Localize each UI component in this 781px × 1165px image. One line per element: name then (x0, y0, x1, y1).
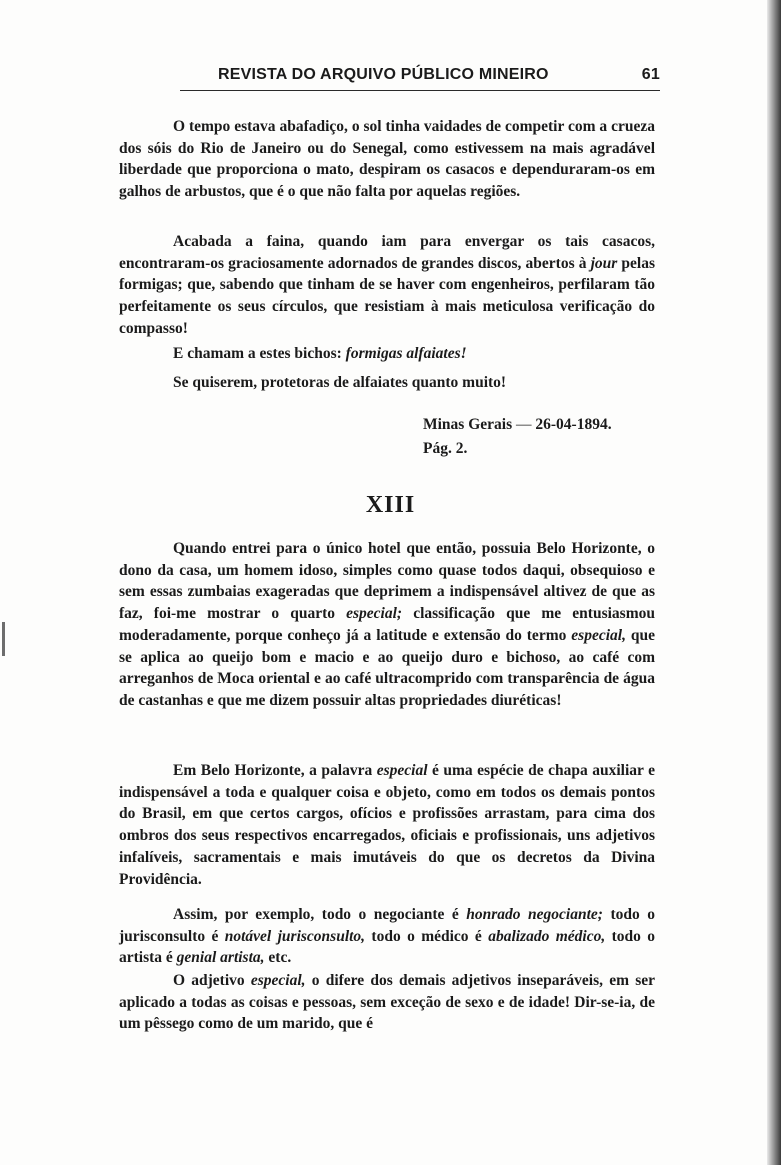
italic-term: especial (376, 762, 428, 779)
header-rule (180, 90, 660, 91)
paragraph-text: pelas formigas; que, sabendo que tinham de se haver com engenheiros, perfilaram tão perfeitamente os seus círculos, que resistiam à mais meticulosa verificação do compasso! (119, 254, 655, 337)
paragraph-text: Quando entrei para o único hotel que então, possuia Belo Horizonte, o dono da casa, um homem idoso, simples como quase todos daqui, obsequioso e sem essas zumbaias exageradas que deprimem a indispensável altivez de que as faz, foi-me mostrar o quarto (119, 540, 655, 623)
paragraph-text: Acabada a faina, quando iam para envergar os tais casacos, encontraram-os graciosamente adornados de grandes discos, abertos à (119, 233, 655, 272)
paragraph-text: Se quiserem, protetoras de alfaiates quanto muito! (173, 374, 507, 391)
italic-term: jour (590, 254, 618, 272)
paragraph-7 (119, 904, 655, 969)
dateline-page: Pág. 2. (423, 440, 468, 457)
paragraph-8 (119, 970, 655, 1035)
section-heading: XIII (365, 492, 416, 518)
paragraph-2 (119, 231, 655, 340)
paragraph-1 (119, 116, 655, 203)
paragraph-text: Assim, por exemplo, todo o negociante é (173, 906, 467, 923)
italic-term: especial; (346, 605, 403, 623)
paragraph-4 (119, 372, 655, 394)
page-number: 61 (641, 66, 660, 83)
paragraph-6 (119, 760, 655, 890)
italic-term: formigas alfaiates! (345, 345, 467, 362)
italic-term: especial, (250, 972, 306, 989)
paragraph-text: E chamam a estes bichos: (173, 345, 346, 362)
running-title: REVISTA DO ARQUIVO PÚBLICO MINEIRO (218, 66, 549, 83)
paragraph-text: todo o artista é (119, 927, 655, 967)
paragraph-3 (119, 343, 655, 365)
paragraph-text: etc. (264, 949, 292, 967)
paragraph-text: todo o jurisconsulto é (119, 906, 655, 945)
page-binding-edge (767, 0, 781, 1165)
paragraph-text: classificação que me entusiasmou moderadamente, porque conheço já a latitude e extensão do termo (119, 605, 655, 644)
italic-term: abalizado médico, (488, 927, 606, 945)
italic-term: honrado negociante; (466, 906, 603, 923)
paragraph-text: o difere dos demais adjetivos inseparáveis, em ser aplicado a todas as coisas e pessoas, sem exceção de sexo e de idade! Dir-se-ia, de um pêssego como de um marido, que é (119, 972, 655, 1033)
italic-term: especial, (571, 626, 626, 644)
paragraph-text: todo o médico é (365, 927, 489, 945)
paragraph-text: Em Belo Horizonte, a palavra (173, 762, 377, 779)
paragraph-5 (119, 538, 655, 712)
dateline-place: Minas Gerais (423, 416, 513, 433)
paragraph-text: que se aplica ao queijo bom e macio e ao queijo duro e bichoso, ao café com arreganhos de Moca oriental e ao café ultracomprido com transparência de água de castanhas e que me dizem possuir altas propriedades diuréticas! (119, 626, 655, 709)
dateline-date: 26-04-1894. (535, 416, 612, 433)
paragraph-text: O adjetivo (173, 972, 251, 989)
dateline-dash: — (516, 416, 532, 433)
running-header (180, 66, 660, 88)
paragraph-text: é uma espécie de chapa auxiliar e indispensável a toda e qualquer coisa e objeto, como em todos os demais pontos do Brasil, em que certos cargos, ofícios e profissões arrastam, para cima dos ombros dos seus respectivos encarregados, oficiais e profissionais, uns adjetivos infalíveis, sacramentais e mais imutáveis do que os decretos da Divina Providência. (119, 762, 655, 888)
italic-term: genial artista, (176, 949, 265, 967)
paragraph-text: O tempo estava abafadiço, o sol tinha vaidades de competir com a crueza dos sóis do Rio de Janeiro ou do Senegal, como estivessem na mais agradável liberdade que proporciona o mato, despiram os casacos e dependuraram-os em galhos de arbustos, que é o que não falta por aquelas regiões. (119, 118, 655, 201)
italic-term: notável jurisconsulto, (224, 927, 366, 945)
dateline (423, 413, 612, 461)
scan-edge-mark (2, 622, 5, 656)
